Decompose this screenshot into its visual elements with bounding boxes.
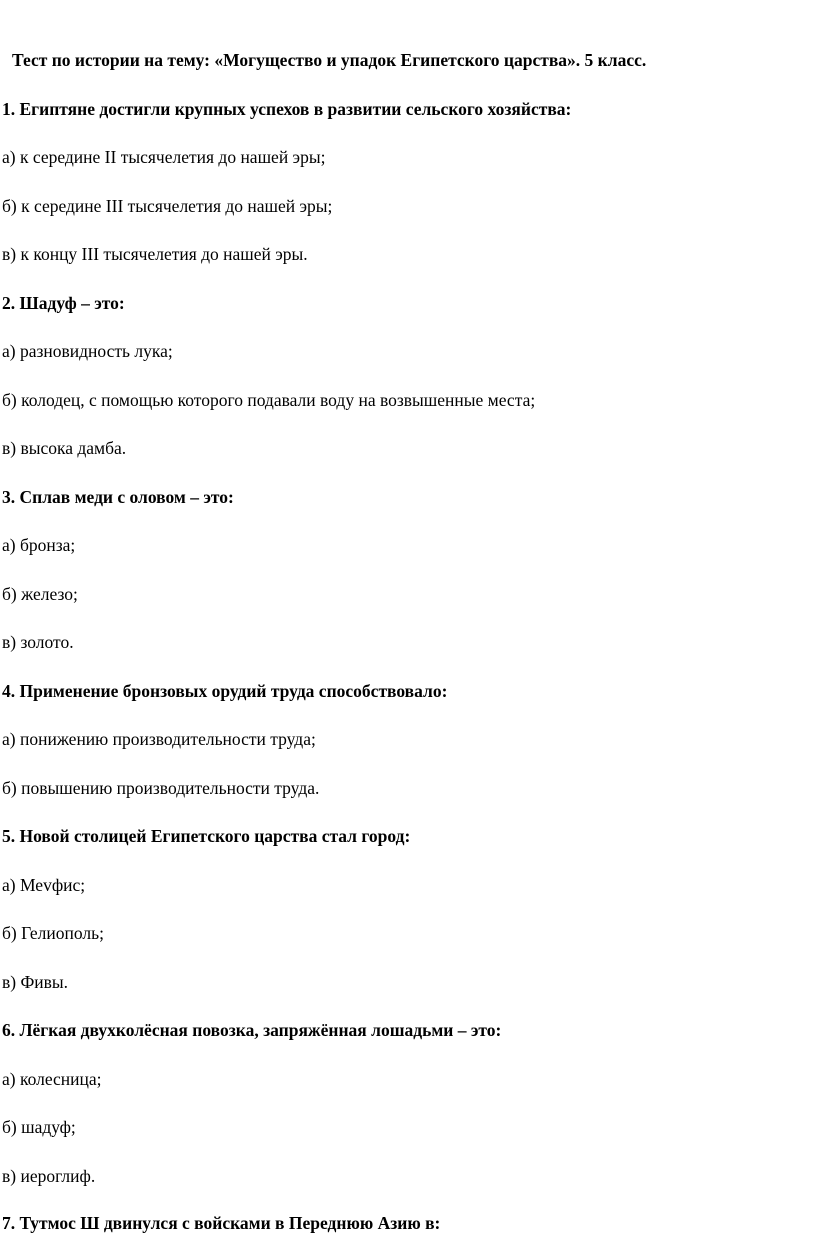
question-1-option-a: а) к середине II тысячелетия до нашей эры; [2, 147, 326, 167]
document-title: Тест по истории на тему: «Могущество и упадок Египетского царства». 5 класс. [12, 50, 647, 70]
question-2-option-b: б) колодец, с помощью которого подавали воду на возвышенные места; [2, 390, 536, 410]
question-1-option-c: в) к концу III тысячелетия до нашей эры. [2, 244, 308, 264]
question-5-option-c: в) Фивы. [2, 972, 69, 992]
question-3-option-c: в) золото. [2, 632, 74, 652]
question-6-text: 6. Лёгкая двухколёсная повозка, запряжённая лошадьми – это: [2, 1020, 502, 1040]
question-2-option-c: в) высока дамба. [2, 438, 127, 458]
question-3-option-b: б) железо; [2, 584, 78, 604]
question-5-text: 5. Новой столицей Египетского царства стал город: [2, 826, 411, 846]
question-1-text: 1. Египтяне достигли крупных успехов в развитии сельского хозяйства: [2, 99, 572, 119]
question-3-text: 3. Сплав меди с оловом – это: [2, 487, 234, 507]
question-5-option-b: б) Гелиополь; [2, 923, 104, 943]
question-6-option-c: в) иероглиф. [2, 1166, 96, 1186]
question-4-option-b: б) повышению производительности труда. [2, 778, 320, 798]
question-2-text: 2. Шадуф – это: [2, 293, 125, 313]
question-6-option-b: б) шадуф; [2, 1117, 76, 1137]
question-2-option-a: а) разновидность лука; [2, 341, 173, 361]
question-4-option-a: а) понижению производительности труда; [2, 729, 316, 749]
question-5-option-a: а) Меvфис; [2, 875, 86, 895]
question-1-option-b: б) к середине III тысячелетия до нашей эры; [2, 196, 333, 216]
question-6-option-a: а) колесница; [2, 1069, 102, 1089]
question-4-text: 4. Применение бронзовых орудий труда способствовало: [2, 681, 448, 701]
question-3-option-a: а) бронза; [2, 535, 76, 555]
question-7-text: 7. Тутмос Ш двинулся с войсками в Переднюю Азию в: [2, 1213, 441, 1233]
